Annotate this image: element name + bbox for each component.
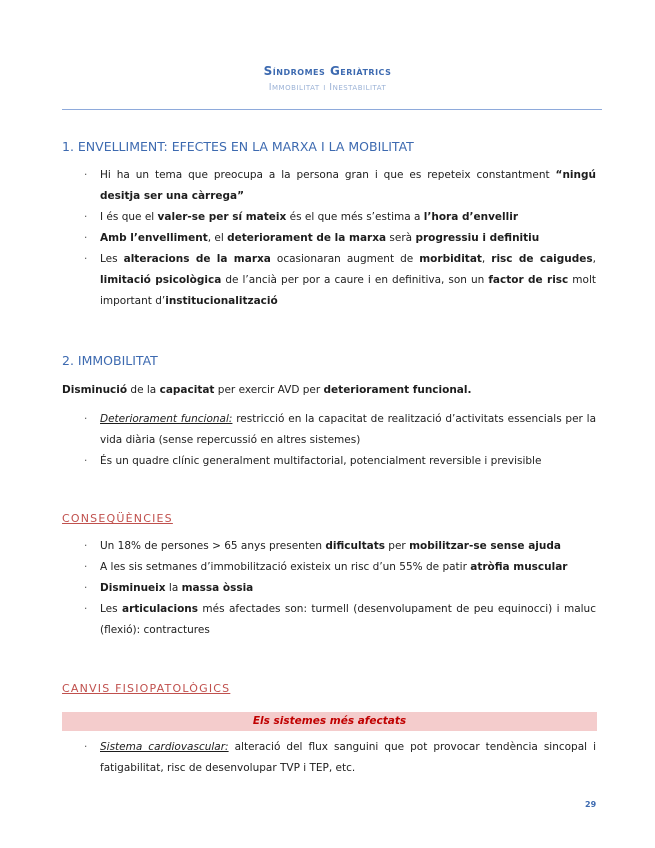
bullet-icon: ·: [84, 455, 88, 467]
document-title: Síndromes Geriàtrics: [263, 64, 392, 78]
bullet-icon: ·: [84, 582, 88, 594]
list-item: · Amb l’envelliment, el deteriorament de la marxa serà progressiu i definitiu: [84, 228, 596, 249]
bullet-icon: ·: [84, 741, 88, 753]
consequencies-list: [84, 536, 596, 641]
list-item: · Sistema cardiovascular: alteració del flux sanguini que pot provocar tendència sincopal i fatigabilitat, risc de desenvolupar TVP i TEP, etc.: [84, 737, 596, 779]
bullet-icon: ·: [84, 253, 88, 265]
affected-systems-banner: Els sistemes més afectats: [62, 712, 597, 731]
bullet-icon: ·: [84, 211, 88, 223]
section-1-list: [84, 165, 596, 312]
list-item: · I és que el valer-se per sí mateix és el que més s’estima a l’hora d’envellir: [84, 207, 596, 228]
canvis-heading: CANVIS FISIOPATOLÒGICS: [62, 682, 231, 695]
list-item: · Les articulacions més afectades son: turmell (desenvolupament de peu equinocci) i maluc (flexió): contractures: [84, 599, 596, 641]
page-number: 29: [585, 800, 597, 809]
canvis-list: [84, 737, 596, 779]
bullet-icon: ·: [84, 232, 88, 244]
document-subtitle: Immobilitat i Inestabilitat: [268, 82, 387, 93]
header-divider: [62, 109, 602, 110]
list-item: · És un quadre clínic generalment multifactorial, potencialment reversible i previsible: [84, 451, 596, 472]
section-1-heading: 1. ENVELLIMENT: EFECTES EN LA MARXA I LA MOBILITAT: [62, 139, 414, 154]
list-item: · Hi ha un tema que preocupa a la persona gran i que es repeteix constantment “ningú desitja ser una càrrega”: [84, 165, 596, 207]
list-item: · A les sis setmanes d’immobilització existeix un risc d’un 55% de patir atròfia muscular: [84, 557, 596, 578]
list-item: · Les alteracions de la marxa ocasionaran augment de morbiditat, risc de caigudes, limitació psicològica de l’ancià per por a caure i en definitiva, son un factor de risc molt important d’institucionalització: [84, 249, 596, 312]
list-item: · Disminueix la massa òssia: [84, 578, 596, 599]
section-2-list: [84, 409, 596, 472]
bullet-icon: ·: [84, 603, 88, 615]
consequencies-heading: CONSEQÜÈNCIES: [62, 512, 173, 525]
section-2-heading: 2. IMMOBILITAT: [62, 353, 158, 368]
bullet-icon: ·: [84, 169, 88, 181]
bullet-icon: ·: [84, 561, 88, 573]
list-item: · Deteriorament funcional: restricció en la capacitat de realització d’activitats essencials per la vida diària (sense repercussió en altres sistemes): [84, 409, 596, 451]
list-item: · Un 18% de persones > 65 anys presenten dificultats per mobilitzar-se sense ajuda: [84, 536, 596, 557]
bullet-icon: ·: [84, 540, 88, 552]
bullet-icon: ·: [84, 413, 88, 425]
section-2-lead: Disminució de la capacitat per exercir AVD per deteriorament funcional.: [62, 384, 472, 396]
